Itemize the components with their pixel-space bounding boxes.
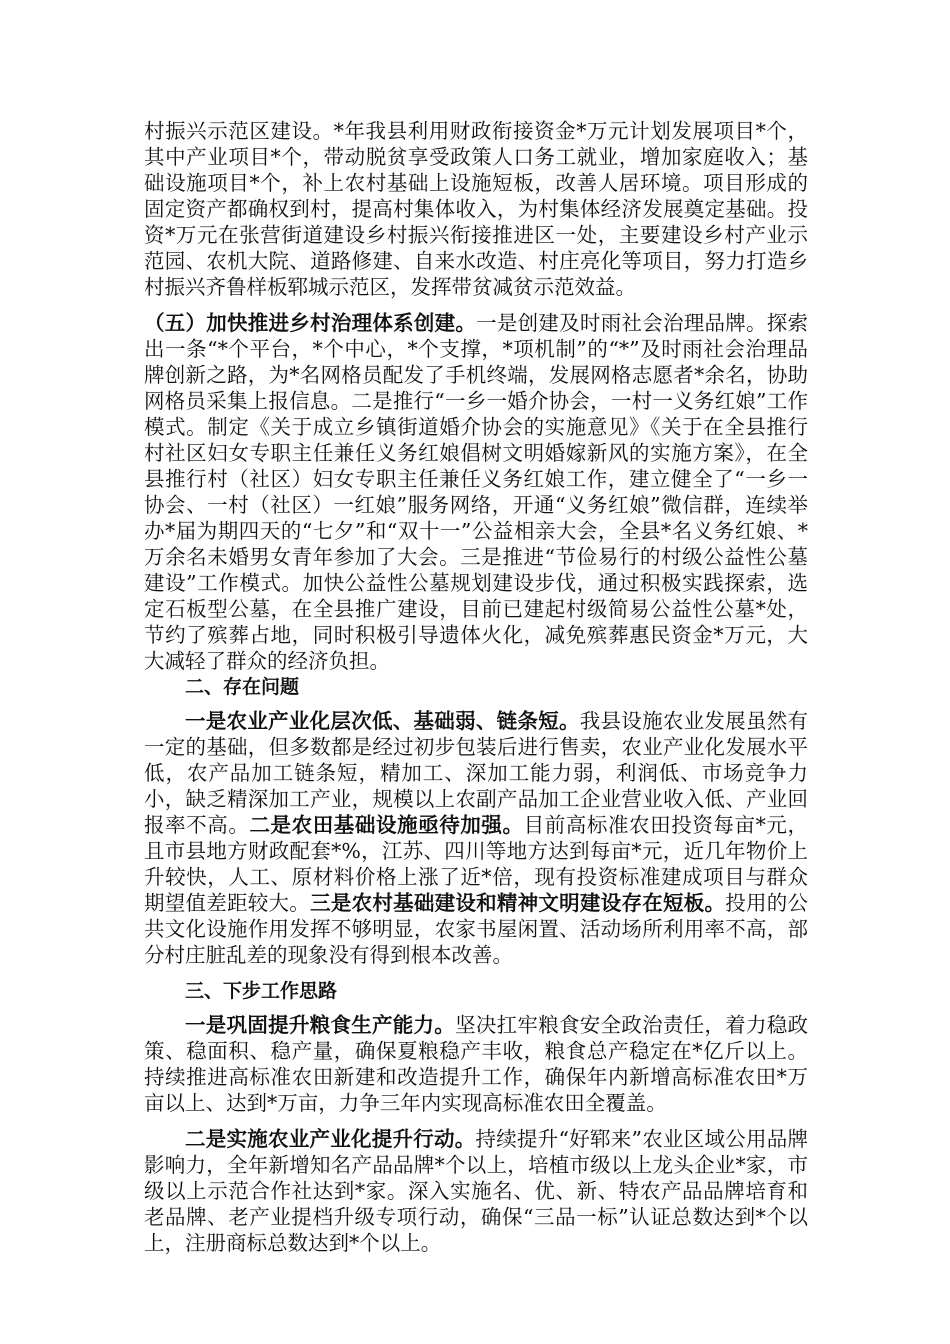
step-one-text: 坚决扛牢粮食安全政治责任，着力稳政策、稳面积、稳产量，确保夏粮稳产丰收，粮食总产稳定在*亿斤以上。持续推进高标准农田新建和改造提升工作，确保年内新增高标准农田*万亩以上、达到*万亩，力争三年内实现高标准农田全覆盖。: [144, 1013, 809, 1115]
paragraph-grain-production: [144, 1012, 808, 1116]
section-heading-next-steps: 三、下步工作思路: [185, 980, 338, 1002]
step-one-title: 一是巩固提升粮食生产能力。: [185, 1013, 456, 1037]
step-two-text: 持续提升“好郓来”农业区域公用品牌影响力，全年新增知名产品品牌*个以上，培植市级以上龙头企业*家，市级以上示范合作社达到*家。深入实施名、优、新、特农产品品牌培育和老品牌、老产业提档升级专项行动，确保“三品一标”认证总数达到*个以上，注册商标总数达到*个以上。: [144, 1127, 808, 1255]
problem-two-text: 目前高标准农田投资每亩*元，且市县地方财政配套*%，江苏、四川等地方达到每亩*元，近几年物价上升较快，人工、原材料价格上涨了近*倍，现有投资标准建成项目与群众期望值差距较大。: [144, 813, 809, 915]
problem-one-title: 一是农业产业化层次低、基础弱、链条短。: [185, 709, 580, 733]
paragraph-rural-revitalization-demo: [144, 118, 808, 300]
paragraph-text: 一是创建及时雨社会治理品牌。探索出一条“*个平台，*个中心，*个支撑，*项机制”的“*”及时雨社会治理品牌创新之路，为*名网格员配发了手机终端，发展网格志愿者*余名，协助网格员采集上报信息。二是推行“一乡一婚介协会，一村一义务红娘”工作模式。制定《关于成立乡镇街道婚介协会的实施意见》《关于在全县推行村社区妇女专职主任兼任义务红娘倡树文明婚嫁新风的实施方案》，在全县推行村（社区）妇女专职主任兼任义务红娘工作，建立健全了“一乡一协会、一村（社区）一红娘”服务网络，开通“义务红娘”微信群，连续举办*届为期四天的“七夕”和“双十一”公益相亲大会，全县*名义务红娘、*万余名未婚男女青年参加了大会。三是推进“节俭易行的村级公益性公墓建设”工作模式。加快公益性公墓规划建设步伐，通过积极实践探索，选定石板型公墓，在全县推广建设，目前已建起村级简易公益性公墓*处，节约了殡葬占地，同时积极引导遗体火化，减免殡葬惠民资金*万元，大大减轻了群众的经济负担。: [144, 311, 809, 673]
paragraph-rural-governance: [144, 310, 808, 674]
paragraph-text: 村振兴示范区建设。*年我县利用财政衔接资金*万元计划发展项目*个，其中产业项目*个，带动脱贫享受政策人口务工就业，增加家庭收入；基础设施项目*个，补上农村基础上设施短板，改善人居环境。项目形成的固定资产都确权到村，提高村集体收入，为村集体经济发展奠定基础。投资*万元在张营街道建设乡村振兴衔接推进区一处，主要建设乡村产业示范园、农机大院、道路修建、自来水改造、村庄亮化等项目，努力打造乡村振兴齐鲁样板郓城示范区，发挥带贫减贫示范效益。: [144, 119, 808, 299]
problem-one-text: 我县设施农业发展虽然有一定的基础，但多数都是经过初步包装后进行售卖，农业产业化发展水平低，农产品加工链条短，精加工、深加工能力弱，利润低、市场竞争力小，缺乏精深加工产业，规模以上农副产品加工企业营业收入低、产业回报率不高。: [144, 709, 809, 837]
paragraph-industrialization: [144, 1126, 808, 1256]
section-five-heading: （五）加快推进乡村治理体系创建。: [144, 311, 477, 335]
problem-two-title: 二是农田基础设施亟待加强。: [249, 813, 524, 837]
problem-three-title: 三是农村基础建设和精神文明建设存在短板。: [310, 891, 726, 915]
document-page: [144, 118, 808, 1256]
section-heading-problems: 二、存在问题: [185, 676, 300, 698]
paragraph-problems: [144, 708, 808, 968]
step-two-title: 二是实施农业产业化提升行动。: [185, 1127, 476, 1151]
problem-three-text: 投用的公共文化设施作用发挥不够明显，农家书屋闲置、活动场所利用率不高，部分村庄脏乱差的现象没有得到根本改善。: [144, 891, 809, 967]
